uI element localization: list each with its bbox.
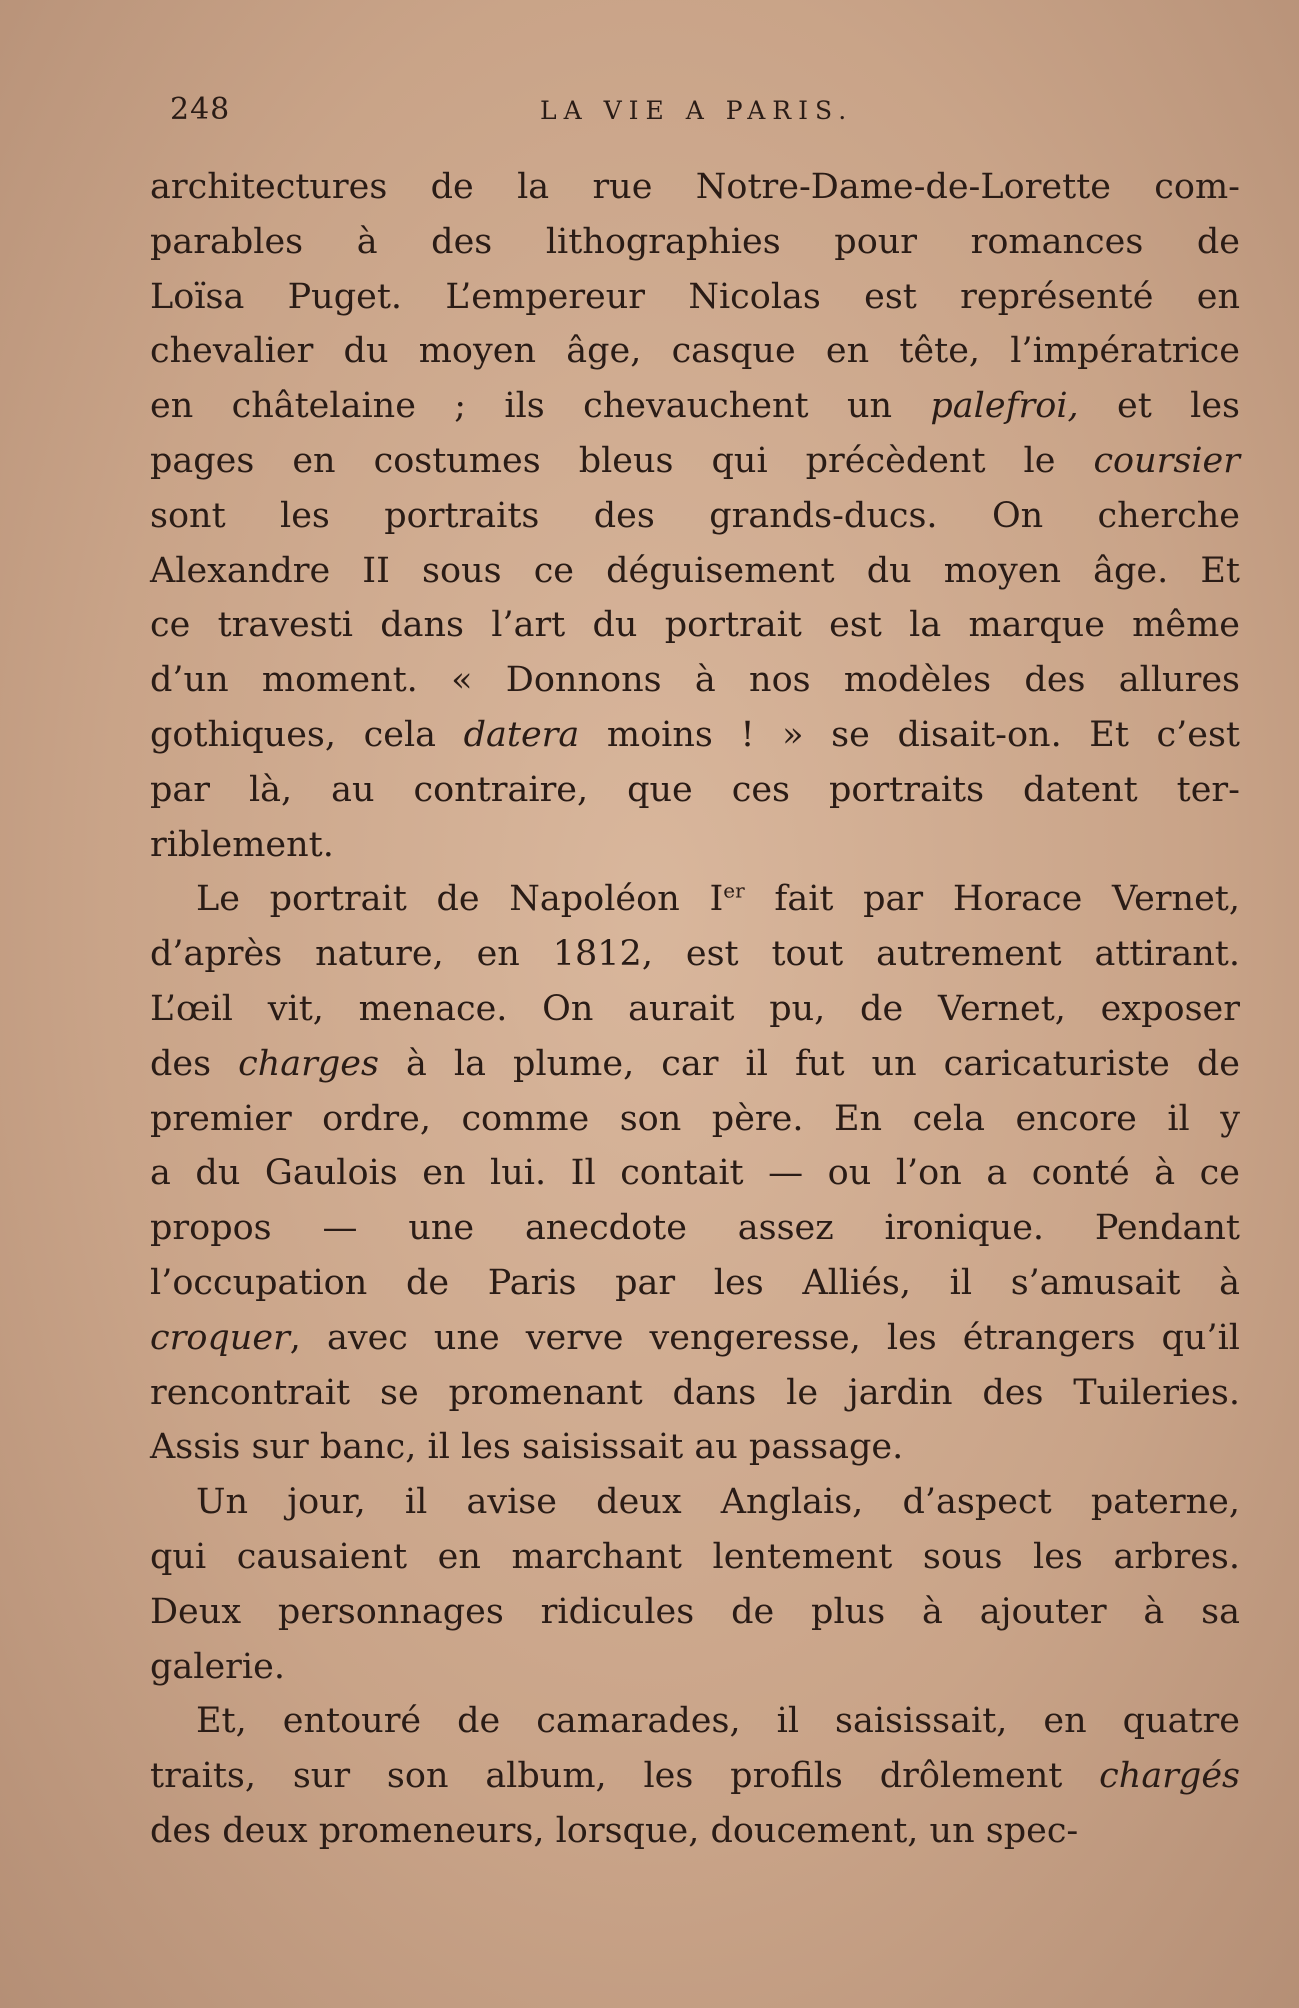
italic-text: datera (463, 714, 580, 755)
text-line: Et, entouré de camarades, il saisissait, en quatre (196, 1701, 1240, 1742)
italic-text: croquer (150, 1317, 290, 1358)
text-line: premier ordre, comme son père. En cela encore il y (150, 1098, 1240, 1139)
text-line: Loïsa Puget. L’empereur Nicolas est représenté en (150, 276, 1240, 317)
text-line: galerie. (150, 1646, 285, 1687)
text-line: en châtelaine ; ils chevauchent un palefroi, et les (150, 386, 1241, 427)
text-line: sont les portraits des grands-ducs. On cherche (150, 495, 1240, 536)
text-line: chevalier du moyen âge, casque en tête, l’impératrice (150, 331, 1240, 372)
superscript: er (723, 878, 745, 903)
text-line: L’œil vit, menace. On aurait pu, de Vernet, exposer (150, 988, 1240, 1029)
text-line: des charges à la plume, car il fut un caricaturiste de (150, 1043, 1240, 1084)
text-line: Alexandre II sous ce déguisement du moyen âge. Et (150, 550, 1240, 591)
text-line: croquer, avec une verve vengeresse, les étrangers qu’il (150, 1317, 1240, 1358)
text-line: pages en costumes bleus qui précèdent le coursier (150, 440, 1240, 481)
paragraph (150, 1475, 1240, 1694)
text-line: par là, au contraire, que ces portraits datent ter- (150, 769, 1240, 810)
paragraph (150, 1694, 1240, 1858)
running-head (170, 92, 1230, 132)
text-line: Assis sur banc, il les saisissait au passage. (150, 1427, 904, 1468)
text-line: gothiques, cela datera moins ! » se disait-on. Et c’est (150, 714, 1240, 755)
text-line: a du Gaulois en lui. Il contait — ou l’on a conté à ce (150, 1153, 1240, 1194)
text-line: des deux promeneurs, lorsque, doucement, un spec- (150, 1810, 1079, 1851)
text-line: Le portrait de Napoléon Ier fait par Horace Vernet, (196, 878, 1240, 920)
italic-text: charges (238, 1043, 379, 1084)
text-line: l’occupation de Paris par les Alliés, il s’amusait à (150, 1262, 1240, 1303)
italic-text: palefroi, (930, 386, 1079, 427)
text-line: traits, sur son album, les profils drôlement chargés (150, 1756, 1240, 1797)
text-line: riblement. (150, 824, 334, 865)
text-line: Deux personnages ridicules de plus à ajouter à sa (150, 1591, 1240, 1632)
body-text (150, 160, 1240, 1859)
text-line: qui causaient en marchant lentement sous les arbres. (150, 1536, 1240, 1577)
text-line: ce travesti dans l’art du portrait est la marque même (150, 605, 1240, 646)
paragraph (150, 872, 1240, 1475)
text-line: parables à des lithographies pour romances de (150, 221, 1240, 262)
page-number: 248 (170, 92, 231, 127)
text-line: Un jour, il avise deux Anglais, d’aspect paterne, (196, 1482, 1240, 1523)
running-title: LA VIE A PARIS. (540, 96, 854, 125)
italic-text: chargés (1099, 1756, 1240, 1797)
text-line: propos — une anecdote assez ironique. Pendant (150, 1208, 1240, 1249)
text-line: architectures de la rue Notre-Dame-de-Lorette com- (150, 167, 1240, 207)
text-line: d’un moment. « Donnons à nos modèles des allures (150, 660, 1240, 701)
paragraph (150, 160, 1240, 872)
text-line: rencontrait se promenant dans le jardin des Tuileries. (150, 1372, 1240, 1413)
italic-text: coursier (1093, 440, 1240, 481)
text-line: d’après nature, en 1812, est tout autrement attirant. (150, 934, 1240, 975)
